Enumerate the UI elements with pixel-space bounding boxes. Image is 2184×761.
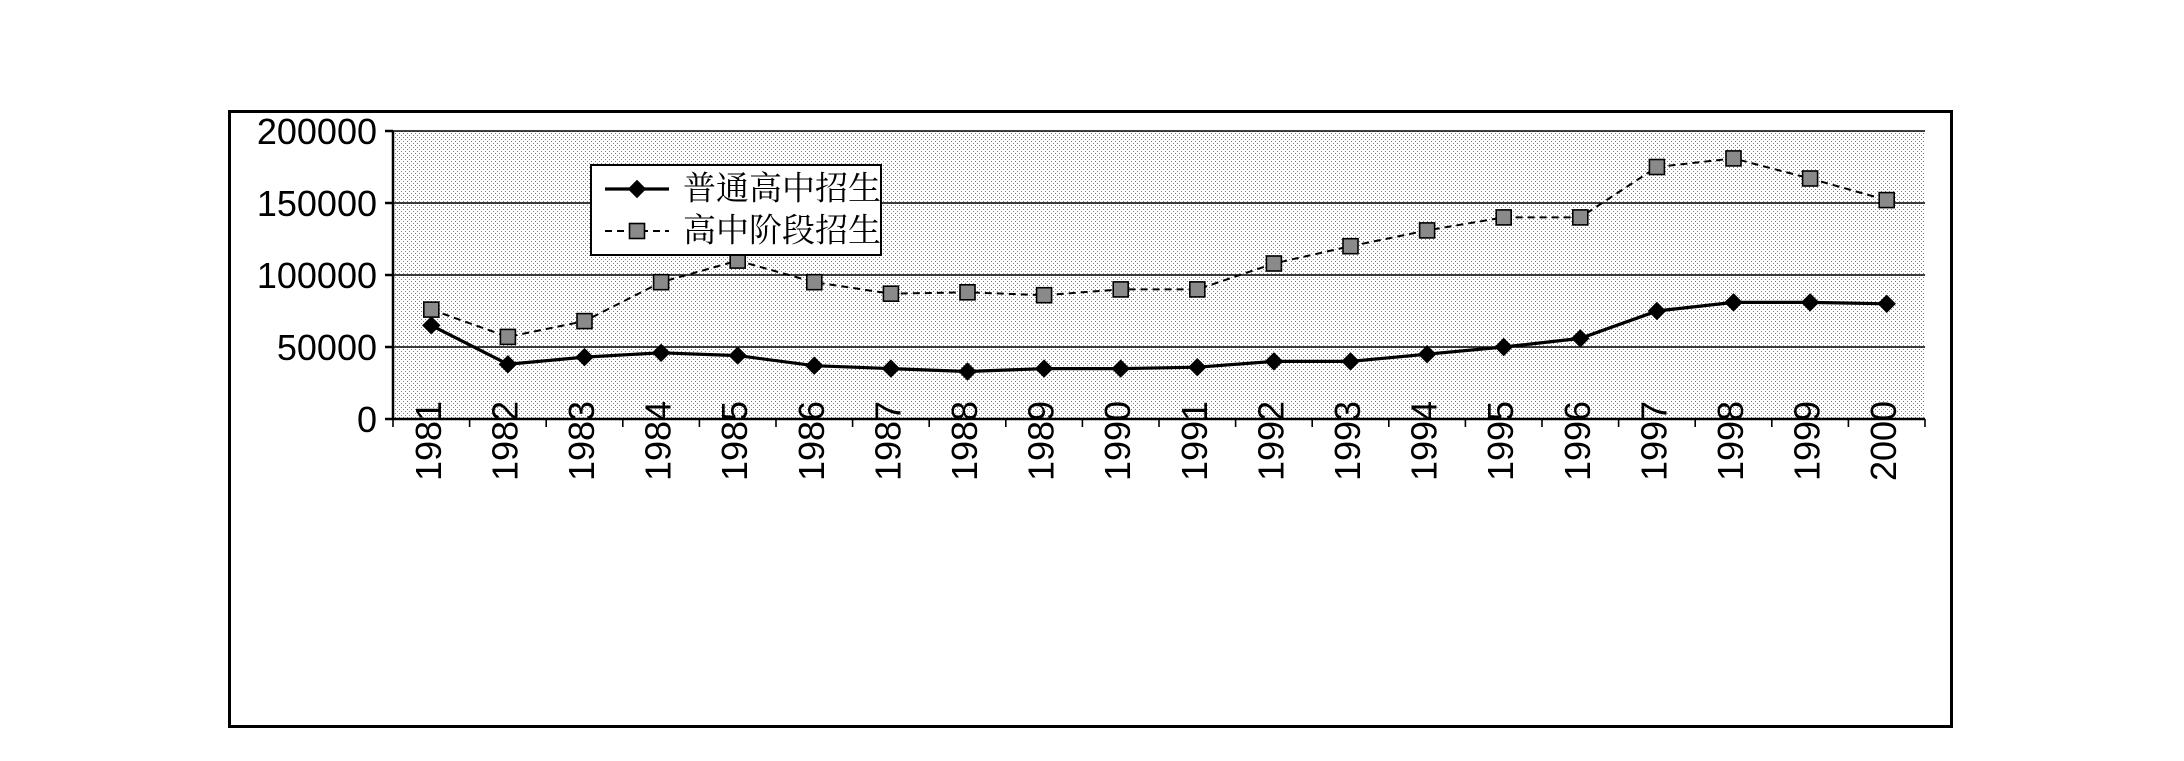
data-point-marker bbox=[1496, 210, 1511, 225]
x-axis-tick-label: 1997 bbox=[1633, 400, 1675, 482]
y-axis-ticks bbox=[257, 113, 377, 440]
x-axis-tick-label: 1983 bbox=[561, 400, 603, 482]
x-axis-tick-label: 1984 bbox=[637, 400, 679, 482]
data-point-marker bbox=[883, 286, 898, 301]
x-axis-tick-label: 1993 bbox=[1327, 400, 1369, 482]
x-axis-tick-label: 1987 bbox=[867, 400, 909, 482]
x-axis-tick-label: 1991 bbox=[1173, 400, 1215, 482]
x-axis-tick-label: 1981 bbox=[407, 400, 449, 482]
data-point-marker bbox=[807, 275, 822, 290]
x-axis-tick-label: 1985 bbox=[714, 400, 756, 482]
legend-label-1: 普通高中招生 bbox=[683, 168, 881, 208]
x-axis-tick-label: 1999 bbox=[1786, 400, 1828, 482]
x-axis-tick-label: 1982 bbox=[484, 400, 526, 482]
data-point-marker bbox=[1420, 223, 1435, 238]
chart-legend bbox=[591, 165, 881, 255]
x-axis-tick-label: 1995 bbox=[1480, 400, 1522, 482]
data-point-marker bbox=[1803, 171, 1818, 186]
x-axis-tick-label: 1994 bbox=[1403, 400, 1445, 482]
x-axis-tick-label: 1998 bbox=[1710, 400, 1752, 482]
y-axis-tick-label: 200000 bbox=[256, 113, 377, 152]
data-point-marker bbox=[1190, 282, 1205, 297]
legend-label-2: 高中阶段招生 bbox=[683, 210, 881, 250]
legend-marker-2 bbox=[630, 224, 645, 239]
y-axis-tick-label: 0 bbox=[356, 399, 377, 440]
data-point-marker bbox=[1879, 193, 1894, 208]
data-point-marker bbox=[1649, 160, 1664, 175]
data-point-marker bbox=[960, 285, 975, 300]
x-axis-tick-label: 1992 bbox=[1250, 400, 1292, 482]
y-axis-tick-label: 50000 bbox=[276, 327, 377, 368]
data-point-marker bbox=[654, 275, 669, 290]
chart-plot-area bbox=[231, 113, 1950, 725]
x-axis-tick-label: 1990 bbox=[1097, 400, 1139, 482]
x-axis-tick-label: 1989 bbox=[1020, 400, 1062, 482]
x-axis-tick-label: 1996 bbox=[1556, 400, 1598, 482]
y-axis-tick-label: 100000 bbox=[256, 255, 377, 296]
line-chart bbox=[231, 113, 1950, 725]
data-point-marker bbox=[1573, 210, 1588, 225]
data-point-marker bbox=[1343, 239, 1358, 254]
y-axis-tick-label: 150000 bbox=[256, 183, 377, 224]
data-point-marker bbox=[1726, 151, 1741, 166]
data-point-marker bbox=[1037, 288, 1052, 303]
data-point-marker bbox=[577, 314, 592, 329]
data-point-marker bbox=[424, 302, 439, 317]
x-axis-tick-label: 1988 bbox=[944, 400, 986, 482]
x-axis-tick-label: 1986 bbox=[790, 400, 832, 482]
chart-frame bbox=[228, 110, 1953, 728]
x-axis-tick-label: 2000 bbox=[1863, 400, 1905, 482]
data-point-marker bbox=[1266, 256, 1281, 271]
data-point-marker bbox=[500, 329, 515, 344]
data-point-marker bbox=[1113, 282, 1128, 297]
